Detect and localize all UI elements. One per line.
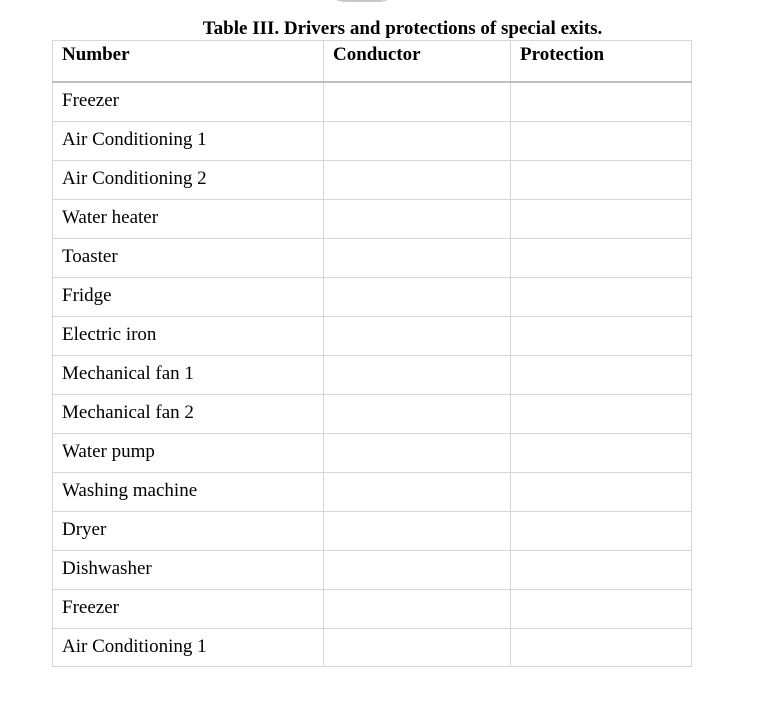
cell-conductor — [324, 590, 511, 629]
header-number: Number — [53, 41, 324, 83]
table-row — [53, 278, 692, 317]
cell-number: Freezer — [53, 82, 324, 122]
table-header-row — [53, 41, 692, 83]
table-row — [53, 82, 692, 122]
cell-protection — [511, 356, 692, 395]
cell-conductor — [324, 122, 511, 161]
cell-protection — [511, 629, 692, 667]
cell-conductor — [324, 434, 511, 473]
cell-number: Electric iron — [53, 317, 324, 356]
decorative-arc — [320, 0, 404, 2]
cell-conductor — [324, 356, 511, 395]
table-row — [53, 356, 692, 395]
table-row — [53, 122, 692, 161]
cell-conductor — [324, 200, 511, 239]
cell-number: Mechanical fan 2 — [53, 395, 324, 434]
cell-protection — [511, 512, 692, 551]
table-row — [53, 590, 692, 629]
cell-conductor — [324, 317, 511, 356]
table-row — [53, 395, 692, 434]
table-row — [53, 473, 692, 512]
cell-conductor — [324, 512, 511, 551]
table-row — [53, 512, 692, 551]
table-row — [53, 551, 692, 590]
cell-protection — [511, 434, 692, 473]
cell-conductor — [324, 551, 511, 590]
cell-protection — [511, 239, 692, 278]
cell-number: Washing machine — [53, 473, 324, 512]
cell-number: Toaster — [53, 239, 324, 278]
header-conductor: Conductor — [324, 41, 511, 83]
cell-protection — [511, 200, 692, 239]
cell-protection — [511, 317, 692, 356]
cell-protection — [511, 161, 692, 200]
cell-conductor — [324, 629, 511, 667]
cell-conductor — [324, 278, 511, 317]
table-row — [53, 629, 692, 667]
cell-conductor — [324, 239, 511, 278]
cell-number: Air Conditioning 1 — [53, 122, 324, 161]
cell-number: Air Conditioning 1 — [53, 629, 324, 667]
cell-number: Mechanical fan 1 — [53, 356, 324, 395]
cell-protection — [511, 551, 692, 590]
table-caption: Table III. Drivers and protections of special exits. — [202, 18, 603, 39]
table-row — [53, 317, 692, 356]
cell-protection — [511, 473, 692, 512]
table-row — [53, 434, 692, 473]
cell-number: Air Conditioning 2 — [53, 161, 324, 200]
table-row — [53, 239, 692, 278]
header-protection: Protection — [511, 41, 692, 83]
cell-conductor — [324, 395, 511, 434]
cell-number: Water pump — [53, 434, 324, 473]
cell-conductor — [324, 161, 511, 200]
table-row — [53, 161, 692, 200]
cell-protection — [511, 82, 692, 122]
cell-number: Water heater — [53, 200, 324, 239]
cell-number: Dishwasher — [53, 551, 324, 590]
cell-protection — [511, 122, 692, 161]
cell-number: Freezer — [53, 590, 324, 629]
cell-conductor — [324, 82, 511, 122]
cell-protection — [511, 395, 692, 434]
cell-protection — [511, 278, 692, 317]
table-row — [53, 200, 692, 239]
cell-number: Dryer — [53, 512, 324, 551]
outputs-table — [52, 40, 692, 667]
cell-conductor — [324, 473, 511, 512]
cell-protection — [511, 590, 692, 629]
cell-number: Fridge — [53, 278, 324, 317]
